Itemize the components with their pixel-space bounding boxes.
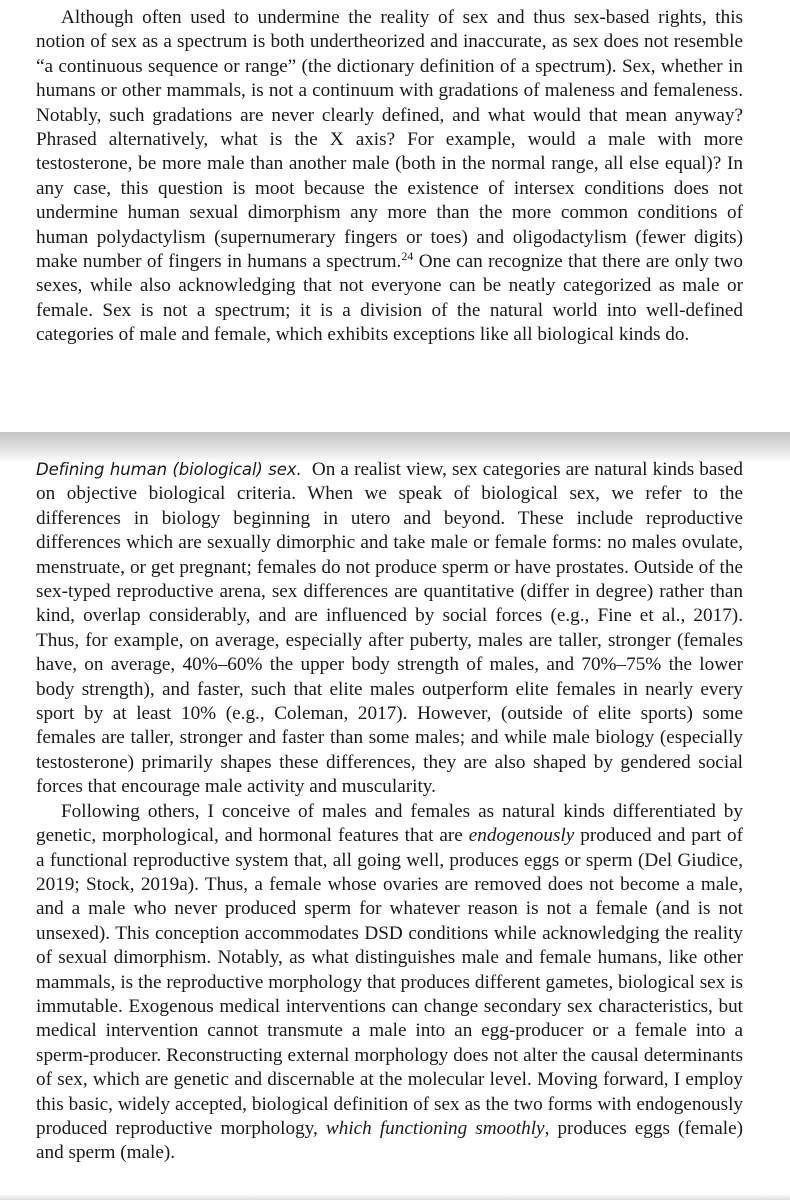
paragraph-text-b: produced and part of a functional reproductive system that, all going well, produces eggs or sperm (Del Giudice, 2019; Stock, 2019a). Thus, a female whose ovaries are removed does not become a male, and a male who never produced sperm for whatever reason is not a female (and is not unsexed). This conception accommodates DSD conditions while acknowledging the reality of sexual dimorphism. Notably, as what distinguishes male and female humans, like other mammals, is the reproductive morphology that produces different gametes, biological sex is immutable. Exogenous medical interventions can change secondary sex characteristics, but medical intervention cannot transmute a male into an egg-producer or a female into a sperm-producer. Reconstructing external morphology does not alter the causal determinants of sex, which are genetic and discernable at the molecular level. Moving forward, I employ this basic, widely accepted, biological definition of sex as the two forms with endogenously produced reproductive morphology,	[36, 825, 744, 1139]
text-block-lower	[36, 458, 743, 1166]
paragraph-text-c: , produces eggs (female) and sperm (male).	[36, 1117, 743, 1164]
paragraph-text-continued: One can recognize that there are only two sexes, while also acknowledging that not everyone can be neatly categorized as male or female. Sex is not a spectrum; it is a division of the natural world into well-defined categories of male and female, which exhibits exceptions like all biological kinds do.	[36, 251, 744, 346]
page-edge-shadow	[0, 1194, 790, 1200]
paragraph-natural-kinds	[36, 800, 743, 1166]
emphasis-functioning: which functioning smoothly	[325, 1117, 545, 1139]
section-heading: Defining human (biological) sex.	[36, 460, 302, 479]
paragraph-text: On a realist view, sex categories are natural kinds based on objective biological criteria. When we speak of biological sex, we refer to the differences in biology beginning in utero and beyond. These include reproductive differences which are sexually dimorphic and take male or female forms: no males ovulate, menstruate, or get pregnant; females do not produce sperm or have prostates. Outside of the sex-typed reproductive arena, sex differences are quantitative (differ in degree) rather than kind, overlap considerably, and are influenced by social forces (e.g., Fine et al., 2017). Thus, for example, on average, especially after puberty, males are taller, stronger (females have, on average, 40%–60% the upper body strength of males, and 70%–75% the lower body strength), and faster, such that elite males outperform elite females in nearly every sport by at least 10% (e.g., Coleman, 2017). However, (outside of elite sports) some females are taller, stronger and faster than some males; and while male biology (especially testosterone) primarily shapes these differences, they are also shaped by gendered social forces that encourage male activity and muscularity.	[36, 459, 743, 798]
paragraph-defining-sex	[36, 458, 743, 800]
emphasis-endogenously: endogenously	[468, 825, 575, 847]
text-block-upper	[36, 6, 743, 348]
footnote-reference[interactable]: 24	[401, 249, 414, 264]
paragraph-spectrum	[36, 6, 743, 348]
paragraph-text-a: Following others, I conceive of males and females as natural kinds differentiated by genetic, morphological, and hormonal features that are	[36, 800, 743, 847]
paragraph-text: Although often used to undermine the reality of sex and thus sex-based rights, this notion of sex as a spectrum is both undertheorized and inaccurate, as sex does not resemble “a continuous sequence or range” (the dictionary definition of a spectrum). Sex, whether in humans or other mammals, is not a continuum with gradations of maleness and femaleness. Notably, such gradations are never clearly defined, and what would that mean anyway? Phrased alternatively, what is the X axis? For example, would a male with more testosterone, be more male than another male (both in the normal range, all else equal)? In any case, this question is moot because the existence of intersex conditions does not undermine human sexual dimorphism any more than the more common conditions of human polydactylism (supernumerary fingers or toes) and oligodactylism (fewer digits) make number of fingers in humans a spectrum.	[36, 7, 743, 273]
